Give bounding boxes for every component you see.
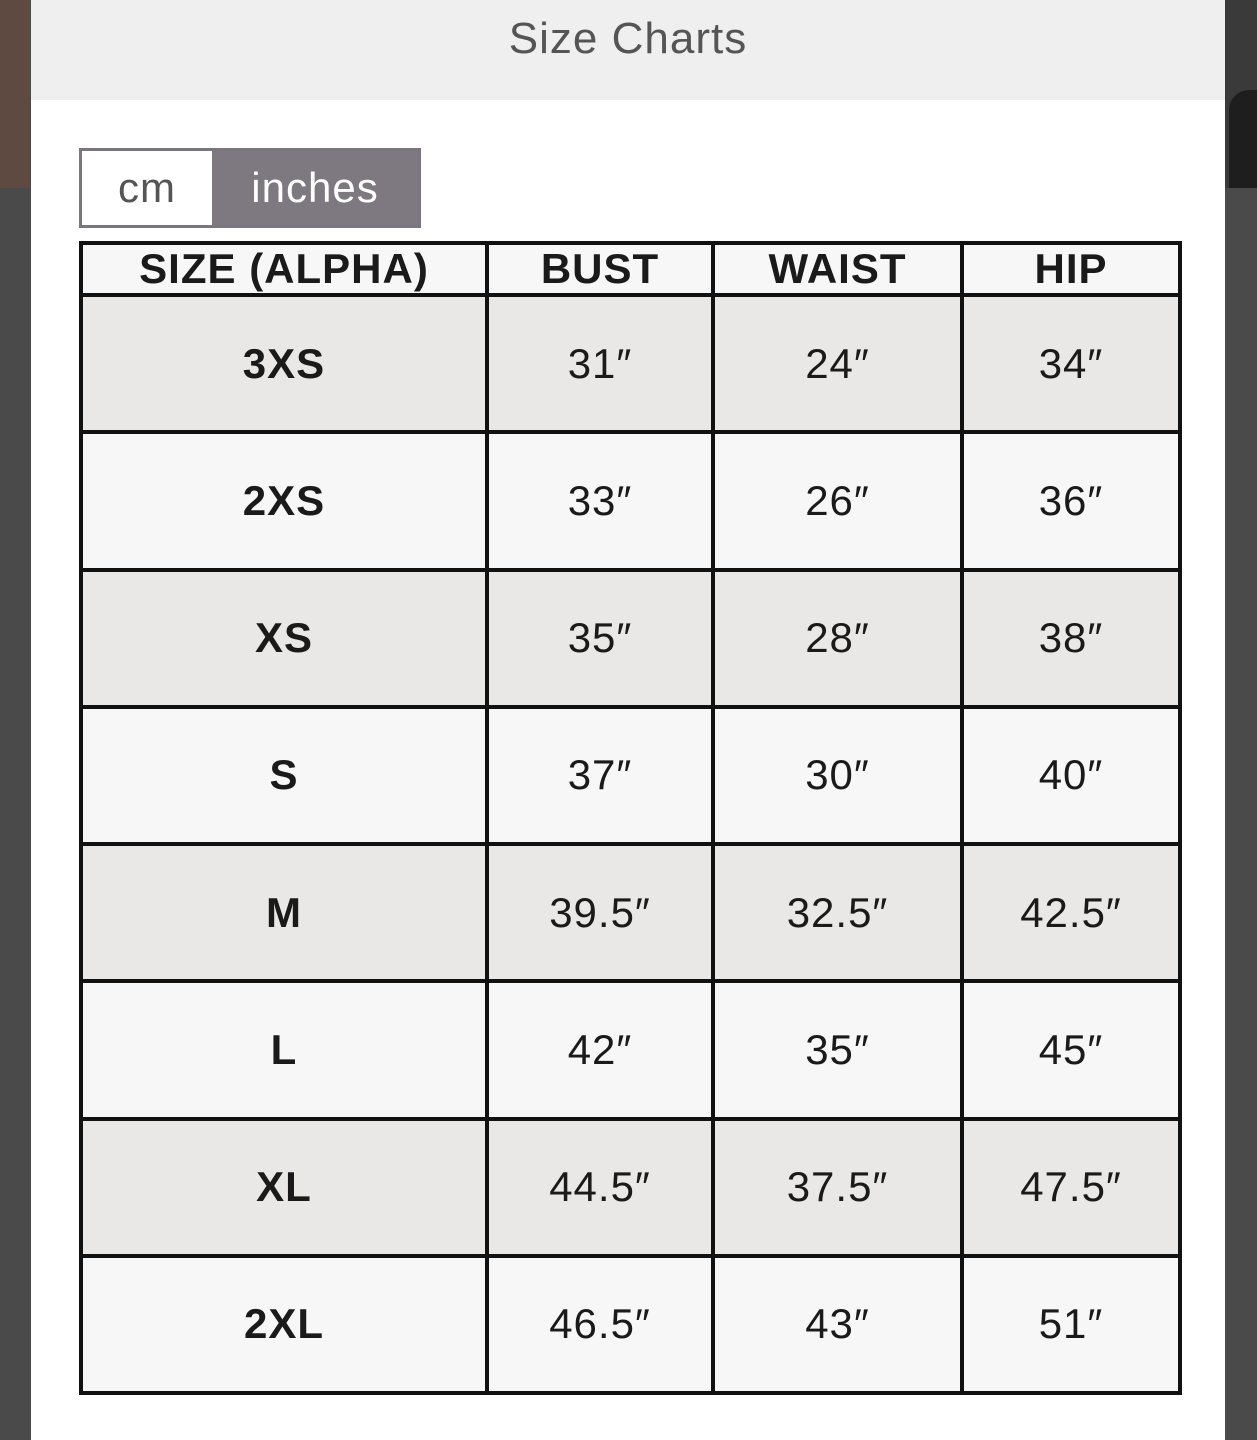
- waist-cell: 28″: [713, 570, 962, 707]
- table-row: [81, 1119, 1180, 1256]
- waist-cell: 32.5″: [713, 844, 962, 981]
- hip-cell: 45″: [962, 981, 1180, 1118]
- table-row: [81, 295, 1180, 432]
- hip-cell: 34″: [962, 295, 1180, 432]
- hip-cell: 36″: [962, 432, 1180, 569]
- background-image-left: [0, 0, 30, 188]
- modal-header: [31, 0, 1225, 100]
- bust-cell: 33″: [487, 432, 713, 569]
- header-hip: HIP: [962, 243, 1180, 295]
- header-waist: WAIST: [713, 243, 962, 295]
- waist-cell: 24″: [713, 295, 962, 432]
- unit-toggle: [79, 148, 421, 228]
- table-row: [81, 1256, 1180, 1393]
- unit-option-cm[interactable]: cm: [82, 151, 212, 225]
- hip-cell: 51″: [962, 1256, 1180, 1393]
- waist-cell: 35″: [713, 981, 962, 1118]
- hip-cell: 40″: [962, 707, 1180, 844]
- waist-cell: 37.5″: [713, 1119, 962, 1256]
- table-header-row: [81, 243, 1180, 295]
- bust-cell: 42″: [487, 981, 713, 1118]
- bust-cell: 37″: [487, 707, 713, 844]
- bust-cell: 46.5″: [487, 1256, 713, 1393]
- size-chart-modal: [31, 0, 1225, 1440]
- modal-title: Size Charts: [508, 14, 748, 63]
- waist-cell: 26″: [713, 432, 962, 569]
- waist-cell: 30″: [713, 707, 962, 844]
- bust-cell: 44.5″: [487, 1119, 713, 1256]
- table-row: [81, 981, 1180, 1118]
- table-row: [81, 432, 1180, 569]
- table-row: [81, 844, 1180, 981]
- size-table: [79, 241, 1182, 1395]
- size-cell: S: [81, 707, 487, 844]
- bust-cell: 39.5″: [487, 844, 713, 981]
- waist-cell: 43″: [713, 1256, 962, 1393]
- size-cell: L: [81, 981, 487, 1118]
- hip-cell: 42.5″: [962, 844, 1180, 981]
- table-body: [81, 295, 1180, 1393]
- header-bust: BUST: [487, 243, 713, 295]
- size-cell: XS: [81, 570, 487, 707]
- header-size: SIZE (ALPHA): [81, 243, 487, 295]
- size-cell: XL: [81, 1119, 487, 1256]
- size-cell: 3XS: [81, 295, 487, 432]
- table-row: [81, 707, 1180, 844]
- size-cell: M: [81, 844, 487, 981]
- hip-cell: 47.5″: [962, 1119, 1180, 1256]
- background-image-right: [1225, 0, 1257, 188]
- hip-cell: 38″: [962, 570, 1180, 707]
- bust-cell: 35″: [487, 570, 713, 707]
- bust-cell: 31″: [487, 295, 713, 432]
- unit-option-inches[interactable]: inches: [212, 151, 418, 225]
- size-cell: 2XS: [81, 432, 487, 569]
- table-row: [81, 570, 1180, 707]
- size-cell: 2XL: [81, 1256, 487, 1393]
